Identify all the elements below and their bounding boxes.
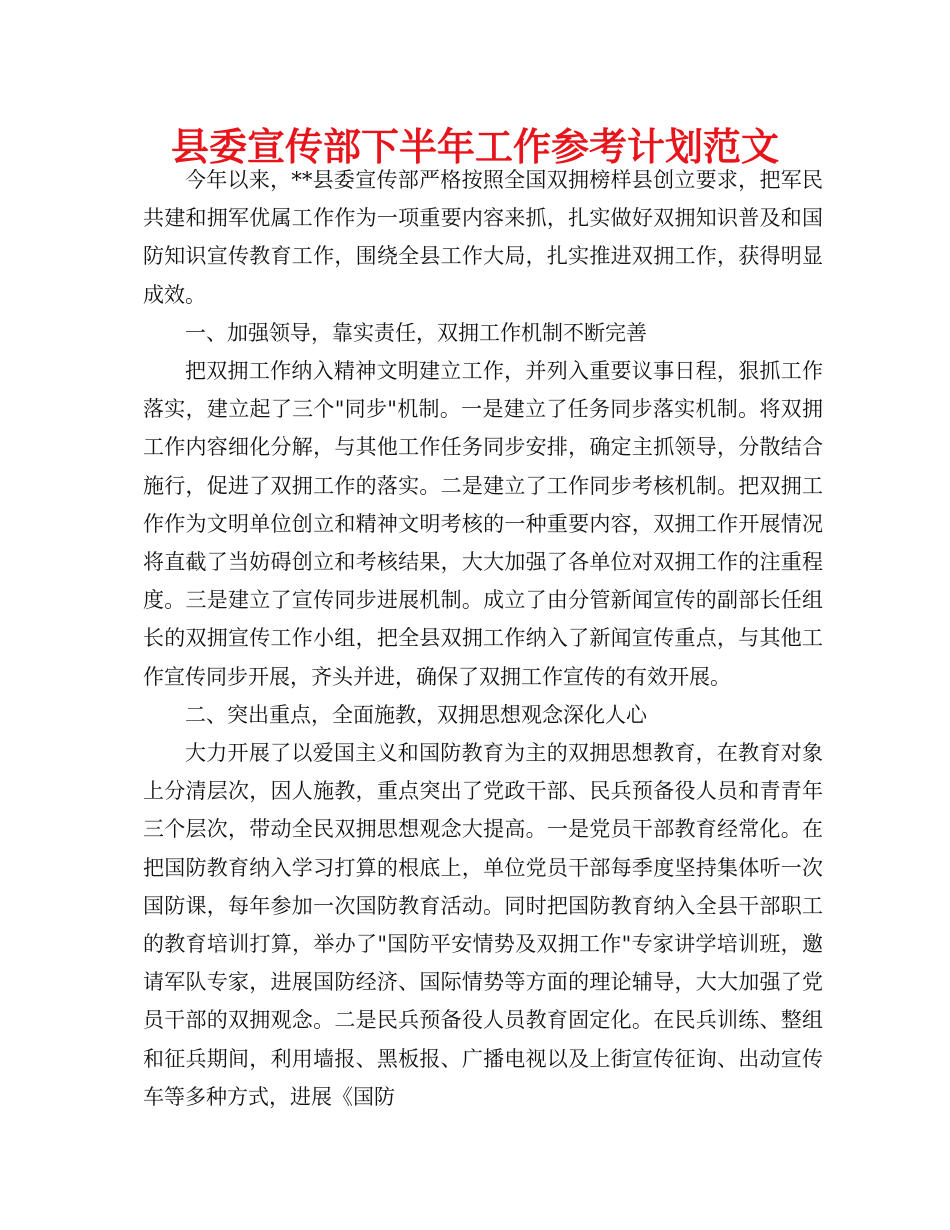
paragraph-section-2: 大力开展了以爱国主义和国防教育为主的双拥思想教育，在教育对象上分清层次，因人施教，重点突出了党政干部、民兵预备役人员和青青年三个层次，带动全民双拥思想观念大提高。一是党员干部教育经常化。在把国防教育纳入学习打算的根底上，单位党员干部每季度坚持集体听一次国防课，每年参加一次国防教育活动。同时把国防教育纳入全县干部职工的教育培训打算，举办了"国防平安情势及双拥工作"专家讲学培训班，邀请军队专家，进展国防经济、国际情势等方面的理论辅导，大大加强了党员干部的双拥观念。二是民兵预备役人员教育固定化。在民兵训练、整组和征兵期间，利用墙报、黑板报、广播电视以及上街宣传征询、出动宣传车等多种方式，进展《国防	[143, 741, 823, 1109]
section-heading-2: 二、突出重点，全面施教，双拥思想观念深化人心	[185, 702, 647, 727]
paragraph-section-1: 把双拥工作纳入精神文明建立工作，并列入重要议事日程，狠抓工作落实，建立起了三个"同步"机制。一是建立了任务同步落实机制。将双拥工作内容细化分解，与其他工作任务同步安排，确定主抓领导，分散结合施行，促进了双拥工作的落实。二是建立了工作同步考核机制。把双拥工作作为文明单位创立和精神文明考核的一种重要内容，双拥工作开展情况将直截了当妨碍创立和考核结果，大大加强了各单位对双拥工作的注重程度。三是建立了宣传同步进展机制。成立了由分管新闻宣传的副部长任组长的双拥宣传工作小组，把全县双拥工作纳入了新闻宣传重点，与其他工作宣传同步开展，齐头并进，确保了双拥工作宣传的有效开展。	[143, 359, 823, 689]
section-heading-1: 一、加强领导，靠实责任，双拥工作机制不断完善	[185, 320, 647, 345]
document-title: 县委宣传部下半年工作参考计划范文	[170, 125, 779, 169]
paragraph-intro: 今年以来，**县委宣传部严格按照全国双拥榜样县创立要求，把军民共建和拥军优属工作作为一项重要内容来抓，扎实做好双拥知识普及和国防知识宣传教育工作，围绕全县工作大局，扎实推进双拥工作，获得明显成效。	[143, 168, 823, 307]
document-body	[143, 161, 823, 1116]
